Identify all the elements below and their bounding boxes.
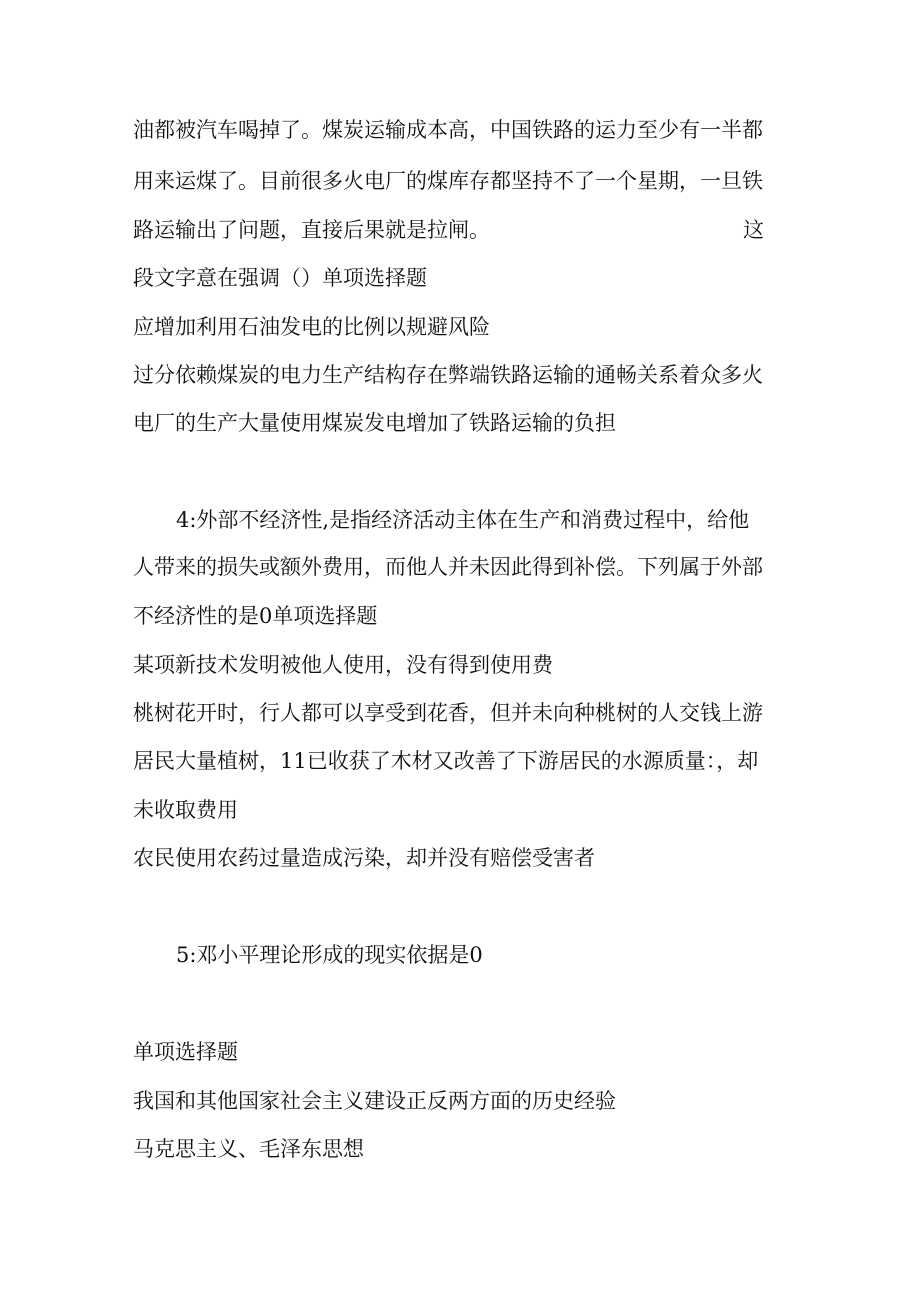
q4-line-2: 人带来的损失或额外费用，而他人并未因此得到补偿。下列属于外部 [133,555,763,579]
q4-option-1: 某项新技术发明被他人使用，没有得到使用费 [133,653,553,677]
q4-option-3-continued: 未收取费用 [133,798,238,822]
q5-title: 5:邓小平理论形成的现实依据是0 [176,943,483,967]
q3-line-1: 油都被汽车喝掉了。煤炭运输成本高，中国铁路的运力至少有一半都 [133,118,763,142]
q4-line-3: 不经济性的是0单项选择题 [133,604,378,628]
q3-line-2: 用来运煤了。目前很多火电厂的煤库存都坚持不了一个星期，一旦铁 [133,169,763,193]
q4-option-4: 农民使用农药过量造成污染，却并没有赔偿受害者 [133,846,595,870]
q3-option-2: 过分依赖煤炭的电力生产结构存在弊端铁路运输的通畅关系着众多火 [133,363,763,387]
q5-option-2: 马克思主义、毛泽东思想 [133,1137,364,1161]
q3-question: 段文字意在强调（）单项选择题 [133,266,427,290]
q5-type-label: 单项选择题 [133,1040,238,1064]
q5-option-1: 我国和其他国家社会主义建设正反两方面的历史经验 [133,1089,616,1113]
q3-option-3: 电厂的生产大量使用煤炭发电增加了铁路运输的负担 [133,411,616,435]
q3-tail-word: 这 [743,218,764,242]
q3-line-3: 路运输出了问题，直接后果就是拉闸。 [133,218,490,242]
q4-option-3: 居民大量植树，11已收获了木材又改善了下游居民的水源质量：，却 [133,749,759,773]
q3-option-1: 应增加利用石油发电的比例以规避风险 [133,315,490,339]
q4-line-1: 4:外部不经济性,是指经济活动主体在生产和消费过程中，给他 [176,508,750,532]
q4-option-2: 桃树花开时，行人都可以享受到花香，但并未向种桃树的人交钱上游 [133,701,763,725]
